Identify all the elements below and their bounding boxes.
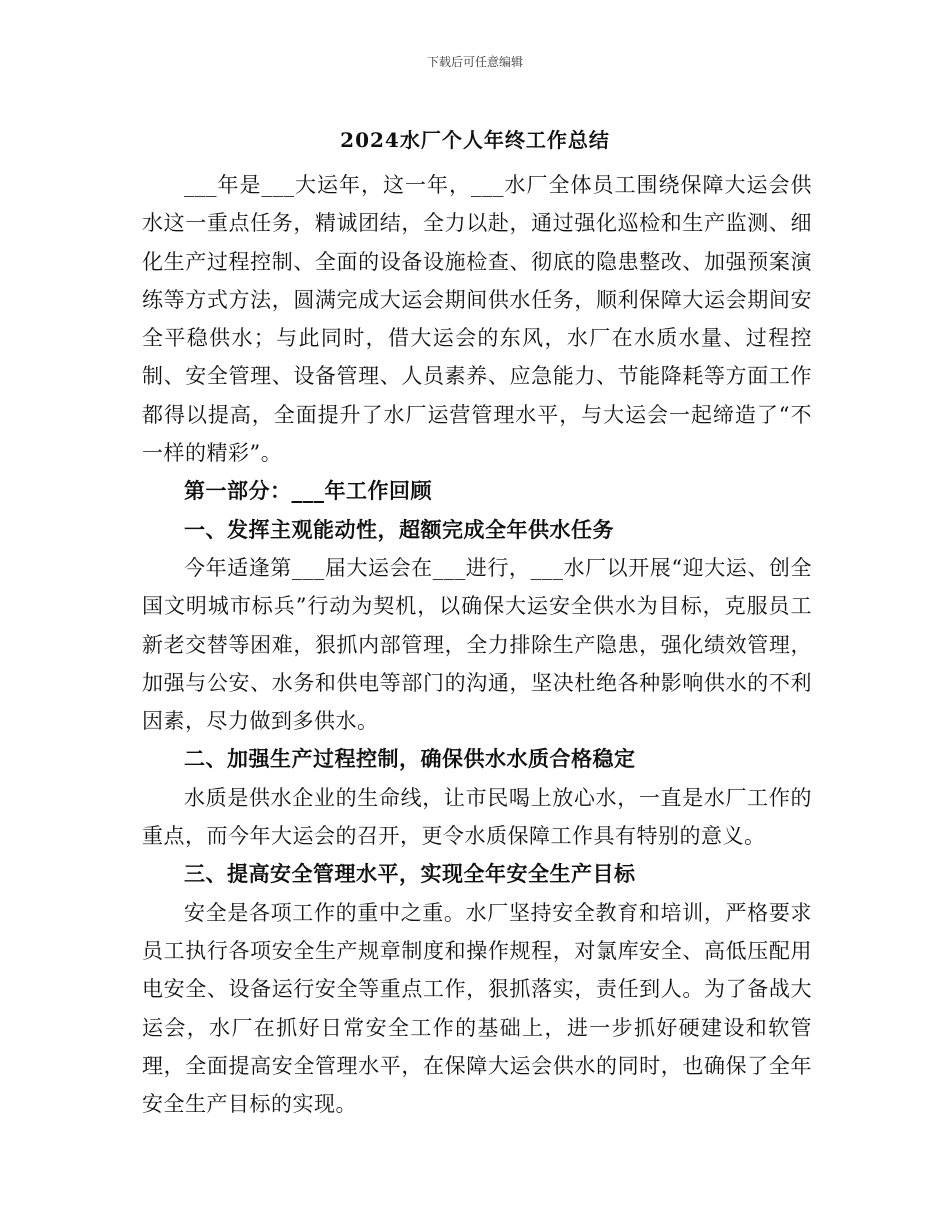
section-3-heading: 三、提高安全管理水平，实现全年安全生产目标 bbox=[184, 861, 636, 887]
section-2-body: 水质是供水企业的生命线，让市民喝上放心水，一直是水厂工作的重点，而今年大运会的召开，更令水质保障工作具有特别的意义。 bbox=[142, 785, 812, 849]
document-title: 2024水厂个人年终工作总结 bbox=[340, 128, 610, 152]
intro-paragraph: ___年是___大运年，这一年，___水厂全体员工围绕保障大运会供水这一重点任务，精诚团结，全力以赴，通过强化巡检和生产监测、细化生产过程控制、全面的设备设施检查、彻底的隐患整改、加强预案演练等方式方法，圆满完成大运会期间供水任务，顺利保障大运会期间安全平稳供水；与此同时，借大运会的东风，水厂在水质水量、过程控制、安全管理、设备管理、人员素养、应急能力、节能降耗等方面工作都得以提高，全面提升了水厂运营管理水平，与大运会一起缔造了“不一样的精彩”。 bbox=[142, 173, 812, 466]
section-1-body: 今年适逢第___届大运会在___进行，___水厂以开展“迎大运、创全国文明城市标兵”行动为契机，以确保大运安全供水为目标，克服员工新老交替等困难，狠抓内部管理，全力排除生产隐患，强化绩效管理，加强与公安、水务和供电等部门的沟通，坚决杜绝各种影响供水的不利因素，尽力做到多供水。 bbox=[142, 555, 812, 734]
header-note: 下载后可任意编辑 bbox=[426, 55, 523, 69]
part-one-heading: 第一部分：___年工作回顾 bbox=[184, 478, 432, 504]
section-2-heading: 二、加强生产过程控制，确保供水水质合格稳定 bbox=[184, 746, 636, 772]
section-3-body: 安全是各项工作的重中之重。水厂坚持安全教育和培训，严格要求员工执行各项安全生产规章制度和操作规程，对氯库安全、高低压配用电安全、设备运行安全等重点工作，狠抓落实，责任到人。为了备战大运会，水厂在抓好日常安全工作的基础上，进一步抓好硬建设和软管理，全面提高安全管理水平，在保障大运会供水的同时，也确保了全年安全生产目标的实现。 bbox=[142, 900, 812, 1117]
document-body bbox=[142, 166, 812, 1123]
section-1-heading: 一、发挥主观能动性，超额完成全年供水任务 bbox=[184, 516, 614, 542]
